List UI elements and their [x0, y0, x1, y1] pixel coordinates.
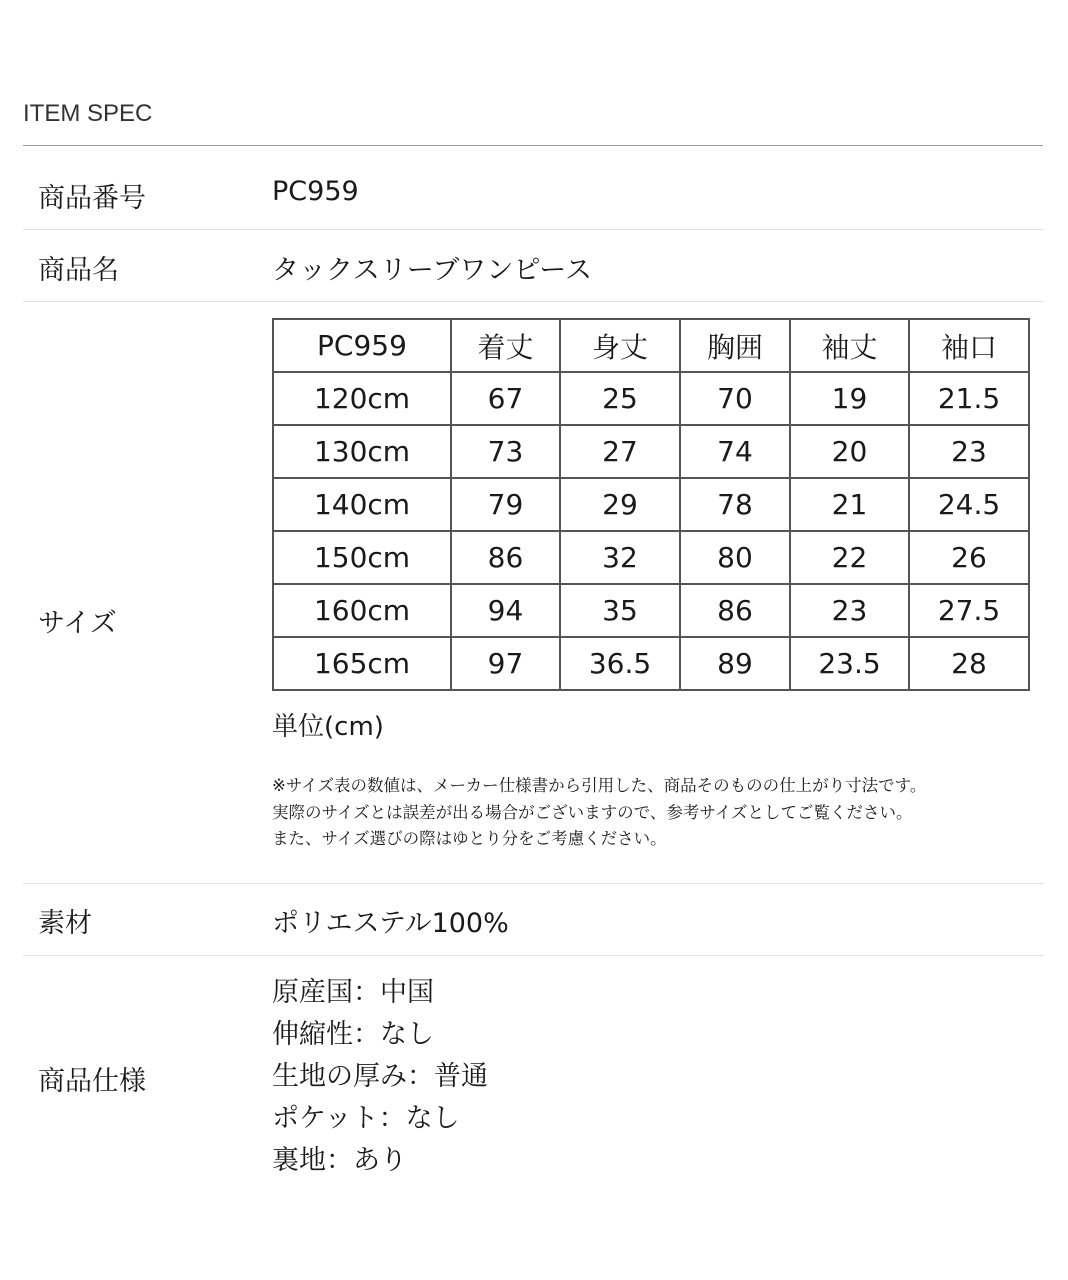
row-divider: [23, 229, 1043, 230]
header-cell: 袖口: [909, 319, 1029, 372]
table-cell: 19: [790, 372, 909, 425]
table-cell: 27: [560, 425, 680, 478]
table-cell: 78: [680, 478, 790, 531]
size-table: [272, 318, 1030, 691]
product-name-value: タックスリーブワンピース: [272, 255, 592, 286]
size-note-line: また、サイズ選びの際はゆとり分をご考慮ください。: [272, 829, 667, 848]
table-cell: 70: [680, 372, 790, 425]
table-cell: 23: [909, 425, 1029, 478]
table-cell: 32: [560, 531, 680, 584]
header-cell: 袖丈: [790, 319, 909, 372]
size-cell: 165cm: [273, 637, 451, 690]
table-cell: 21.5: [909, 372, 1029, 425]
size-cell: 130cm: [273, 425, 451, 478]
size-table-header-row: [273, 319, 1029, 372]
size-notes: [272, 773, 926, 853]
table-cell: 89: [680, 637, 790, 690]
table-cell: 25: [560, 372, 680, 425]
specs-label: 商品仕様: [38, 1066, 146, 1097]
material-value: ポリエステル100%: [272, 908, 509, 939]
spec-item: ポケット：なし: [272, 1103, 460, 1134]
header-cell: PC959: [273, 319, 451, 372]
header-cell: 胸囲: [680, 319, 790, 372]
size-note-line: 実際のサイズとは誤差が出る場合がございますので、参考サイズとしてご覧ください。: [272, 802, 913, 822]
table-cell: 80: [680, 531, 790, 584]
section-title: ITEM SPEC: [23, 100, 153, 127]
row-divider: [23, 955, 1043, 956]
size-unit: 単位(cm): [272, 712, 384, 742]
table-cell: 29: [560, 478, 680, 531]
section-title-underline: [23, 145, 1043, 146]
table-row: [273, 637, 1029, 690]
header-cell: 身丈: [560, 319, 680, 372]
size-cell: 120cm: [273, 372, 451, 425]
spec-item: 伸縮性：なし: [272, 1019, 434, 1050]
table-cell: 27.5: [909, 584, 1029, 637]
table-cell: 94: [451, 584, 560, 637]
table-row: [273, 372, 1029, 425]
product-name-label: 商品名: [38, 255, 119, 286]
table-cell: 73: [451, 425, 560, 478]
table-cell: 36.5: [560, 637, 680, 690]
table-cell: 23: [790, 584, 909, 637]
row-divider: [23, 883, 1043, 884]
table-cell: 22: [790, 531, 909, 584]
product-number-value: PC959: [272, 176, 359, 207]
material-label: 素材: [38, 908, 92, 939]
table-cell: 67: [451, 372, 560, 425]
table-cell: 20: [790, 425, 909, 478]
product-number-label: 商品番号: [38, 183, 146, 214]
table-cell: 35: [560, 584, 680, 637]
table-cell: 24.5: [909, 478, 1029, 531]
table-cell: 21: [790, 478, 909, 531]
size-cell: 140cm: [273, 478, 451, 531]
header-cell: 着丈: [451, 319, 560, 372]
table-row: [273, 584, 1029, 637]
table-row: [273, 531, 1029, 584]
spec-item: 原産国：中国: [272, 977, 434, 1008]
table-row: [273, 425, 1029, 478]
spec-item: 裏地：あり: [272, 1145, 407, 1176]
table-cell: 86: [680, 584, 790, 637]
table-cell: 86: [451, 531, 560, 584]
specs-list: [272, 972, 488, 1182]
spec-item: 生地の厚み：普通: [272, 1061, 488, 1092]
table-cell: 74: [680, 425, 790, 478]
table-cell: 26: [909, 531, 1029, 584]
table-row: [273, 478, 1029, 531]
table-cell: 97: [451, 637, 560, 690]
table-cell: 79: [451, 478, 560, 531]
size-note-line: ※サイズ表の数値は、メーカー仕様書から引用した、商品そのものの仕上がり寸法です。: [272, 776, 927, 795]
row-divider: [23, 301, 1043, 302]
table-cell: 23.5: [790, 637, 909, 690]
table-cell: 28: [909, 637, 1029, 690]
size-cell: 160cm: [273, 584, 451, 637]
size-cell: 150cm: [273, 531, 451, 584]
size-label: サイズ: [38, 608, 117, 639]
